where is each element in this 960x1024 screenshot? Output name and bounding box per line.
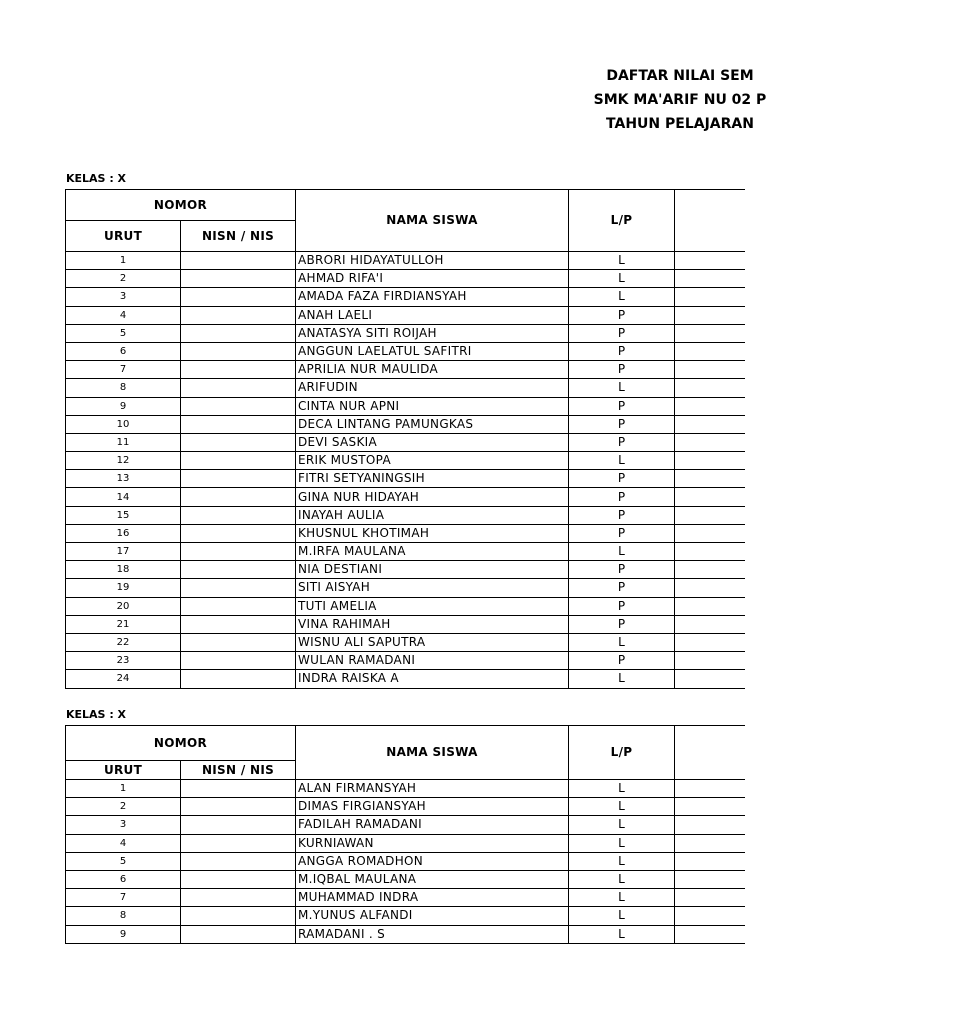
row-extra	[675, 870, 746, 888]
row-student-name: FITRI SETYANINGSIH	[296, 470, 569, 488]
row-number: 3	[66, 816, 181, 834]
row-extra	[675, 852, 746, 870]
row-extra	[675, 670, 746, 688]
row-student-name: GINA NUR HIDAYAH	[296, 488, 569, 506]
row-number: 21	[66, 615, 181, 633]
row-student-name: CINTA NUR APNI	[296, 397, 569, 415]
table-row	[66, 452, 746, 470]
row-number: 6	[66, 870, 181, 888]
row-gender: P	[569, 561, 675, 579]
row-gender: L	[569, 288, 675, 306]
row-nisn	[181, 342, 296, 360]
row-gender: P	[569, 415, 675, 433]
row-extra	[675, 633, 746, 651]
urut-header: URUT	[66, 761, 181, 780]
table-row	[66, 615, 746, 633]
kelas-label-2: KELAS : X	[66, 708, 127, 721]
row-number: 16	[66, 524, 181, 542]
row-extra	[675, 397, 746, 415]
row-gender: L	[569, 452, 675, 470]
row-extra	[675, 361, 746, 379]
nomor-header: NOMOR	[66, 726, 296, 761]
row-nisn	[181, 288, 296, 306]
row-student-name: SITI AISYAH	[296, 579, 569, 597]
row-student-name: M.YUNUS ALFANDI	[296, 907, 569, 925]
row-number: 4	[66, 306, 181, 324]
row-number: 3	[66, 288, 181, 306]
row-nisn	[181, 633, 296, 651]
row-gender: L	[569, 670, 675, 688]
row-nisn	[181, 780, 296, 798]
table-row	[66, 252, 746, 270]
table-row	[66, 415, 746, 433]
row-nisn	[181, 506, 296, 524]
table-row	[66, 870, 746, 888]
extra-header	[675, 190, 746, 252]
row-extra	[675, 288, 746, 306]
row-student-name: FADILAH RAMADANI	[296, 816, 569, 834]
row-extra	[675, 470, 746, 488]
row-nisn	[181, 870, 296, 888]
row-student-name: ANAH LAELI	[296, 306, 569, 324]
row-nisn	[181, 379, 296, 397]
row-student-name: NIA DESTIANI	[296, 561, 569, 579]
row-nisn	[181, 415, 296, 433]
row-gender: L	[569, 270, 675, 288]
row-number: 22	[66, 633, 181, 651]
row-nisn	[181, 834, 296, 852]
table-row	[66, 561, 746, 579]
row-student-name: WULAN RAMADANI	[296, 652, 569, 670]
table-row	[66, 889, 746, 907]
sheet-title-line-2: SMK MA'ARIF NU 02 P	[593, 92, 767, 108]
row-extra	[675, 306, 746, 324]
row-student-name: ERIK MUSTOPA	[296, 452, 569, 470]
row-extra	[675, 889, 746, 907]
row-gender: P	[569, 652, 675, 670]
row-gender: P	[569, 615, 675, 633]
row-nisn	[181, 670, 296, 688]
urut-header: URUT	[66, 221, 181, 252]
nisn-header: NISN / NIS	[181, 761, 296, 780]
row-gender: P	[569, 524, 675, 542]
row-student-name: AHMAD RIFA'I	[296, 270, 569, 288]
table-row	[66, 433, 746, 451]
row-nisn	[181, 543, 296, 561]
row-extra	[675, 798, 746, 816]
lp-header: L/P	[569, 190, 675, 252]
row-nisn	[181, 524, 296, 542]
row-student-name: INDRA RAISKA A	[296, 670, 569, 688]
row-nisn	[181, 615, 296, 633]
row-number: 1	[66, 252, 181, 270]
row-student-name: VINA RAHIMAH	[296, 615, 569, 633]
nisn-header: NISN / NIS	[181, 221, 296, 252]
row-extra	[675, 543, 746, 561]
row-extra	[675, 925, 746, 943]
table-row	[66, 816, 746, 834]
row-gender: L	[569, 925, 675, 943]
row-number: 23	[66, 652, 181, 670]
row-gender: L	[569, 379, 675, 397]
row-extra	[675, 488, 746, 506]
table-row	[66, 852, 746, 870]
lp-header: L/P	[569, 726, 675, 780]
extra-header	[675, 726, 746, 780]
table-row	[66, 670, 746, 688]
row-number: 15	[66, 506, 181, 524]
row-number: 12	[66, 452, 181, 470]
row-gender: P	[569, 597, 675, 615]
student-table-1	[65, 189, 745, 689]
row-nisn	[181, 852, 296, 870]
row-nisn	[181, 397, 296, 415]
row-gender: L	[569, 780, 675, 798]
table-row	[66, 907, 746, 925]
row-gender: L	[569, 816, 675, 834]
row-extra	[675, 379, 746, 397]
row-student-name: RAMADANI . S	[296, 925, 569, 943]
table-row	[66, 798, 746, 816]
row-extra	[675, 415, 746, 433]
table-row	[66, 397, 746, 415]
row-student-name: INAYAH AULIA	[296, 506, 569, 524]
table-row	[66, 470, 746, 488]
row-student-name: ABRORI HIDAYATULLOH	[296, 252, 569, 270]
row-number: 2	[66, 798, 181, 816]
table-row	[66, 579, 746, 597]
row-gender: P	[569, 579, 675, 597]
row-gender: L	[569, 543, 675, 561]
row-student-name: ANATASYA SITI ROIJAH	[296, 324, 569, 342]
row-nisn	[181, 324, 296, 342]
row-number: 9	[66, 397, 181, 415]
table-row	[66, 361, 746, 379]
row-number: 20	[66, 597, 181, 615]
row-number: 2	[66, 270, 181, 288]
row-gender: L	[569, 870, 675, 888]
table-row	[66, 488, 746, 506]
row-extra	[675, 597, 746, 615]
row-nisn	[181, 252, 296, 270]
row-student-name: DEVI SASKIA	[296, 433, 569, 451]
row-student-name: ARIFUDIN	[296, 379, 569, 397]
row-number: 11	[66, 433, 181, 451]
row-number: 1	[66, 780, 181, 798]
row-student-name: TUTI AMELIA	[296, 597, 569, 615]
row-nisn	[181, 889, 296, 907]
row-gender: L	[569, 852, 675, 870]
row-number: 24	[66, 670, 181, 688]
row-nisn	[181, 433, 296, 451]
row-extra	[675, 433, 746, 451]
row-student-name: DIMAS FIRGIANSYAH	[296, 798, 569, 816]
table-row	[66, 342, 746, 360]
table-row	[66, 925, 746, 943]
row-gender: P	[569, 361, 675, 379]
nama-siswa-header: NAMA SISWA	[296, 190, 569, 252]
table-row	[66, 324, 746, 342]
row-student-name: AMADA FAZA FIRDIANSYAH	[296, 288, 569, 306]
row-number: 8	[66, 907, 181, 925]
row-nisn	[181, 798, 296, 816]
table-row	[66, 652, 746, 670]
table-row	[66, 543, 746, 561]
row-extra	[675, 615, 746, 633]
row-extra	[675, 342, 746, 360]
row-nisn	[181, 816, 296, 834]
row-number: 9	[66, 925, 181, 943]
row-extra	[675, 506, 746, 524]
row-extra	[675, 524, 746, 542]
row-extra	[675, 834, 746, 852]
row-gender: L	[569, 889, 675, 907]
row-number: 10	[66, 415, 181, 433]
row-gender: L	[569, 907, 675, 925]
row-gender: L	[569, 633, 675, 651]
table-row	[66, 306, 746, 324]
row-nisn	[181, 561, 296, 579]
table-row	[66, 834, 746, 852]
row-nisn	[181, 470, 296, 488]
row-extra	[675, 452, 746, 470]
row-extra	[675, 270, 746, 288]
row-extra	[675, 579, 746, 597]
row-number: 8	[66, 379, 181, 397]
row-student-name: WISNU ALI SAPUTRA	[296, 633, 569, 651]
row-nisn	[181, 907, 296, 925]
row-gender: L	[569, 834, 675, 852]
table-row	[66, 597, 746, 615]
row-extra	[675, 324, 746, 342]
sheet-title-line-3: TAHUN PELAJARAN	[606, 116, 754, 132]
student-table-2	[65, 725, 745, 944]
row-number: 4	[66, 834, 181, 852]
row-number: 6	[66, 342, 181, 360]
row-nisn	[181, 652, 296, 670]
table-row	[66, 379, 746, 397]
row-gender: P	[569, 470, 675, 488]
row-gender: P	[569, 433, 675, 451]
row-nisn	[181, 306, 296, 324]
table-row	[66, 288, 746, 306]
row-student-name: M.IQBAL MAULANA	[296, 870, 569, 888]
row-number: 18	[66, 561, 181, 579]
row-number: 5	[66, 852, 181, 870]
table-row	[66, 506, 746, 524]
row-number: 13	[66, 470, 181, 488]
table-row	[66, 270, 746, 288]
table-row	[66, 780, 746, 798]
row-extra	[675, 652, 746, 670]
row-student-name: M.IRFA MAULANA	[296, 543, 569, 561]
row-nisn	[181, 270, 296, 288]
row-gender: P	[569, 342, 675, 360]
row-nisn	[181, 361, 296, 379]
row-nisn	[181, 925, 296, 943]
row-student-name: ANGGA ROMADHON	[296, 852, 569, 870]
sheet-title-line-1: DAFTAR NILAI SEM	[606, 68, 754, 84]
row-nisn	[181, 579, 296, 597]
row-extra	[675, 561, 746, 579]
table-row	[66, 633, 746, 651]
row-gender: P	[569, 324, 675, 342]
row-gender: L	[569, 798, 675, 816]
row-nisn	[181, 452, 296, 470]
row-gender: L	[569, 252, 675, 270]
row-extra	[675, 252, 746, 270]
row-gender: P	[569, 306, 675, 324]
row-extra	[675, 780, 746, 798]
row-number: 5	[66, 324, 181, 342]
row-nisn	[181, 597, 296, 615]
row-student-name: KURNIAWAN	[296, 834, 569, 852]
nama-siswa-header: NAMA SISWA	[296, 726, 569, 780]
row-number: 17	[66, 543, 181, 561]
row-number: 14	[66, 488, 181, 506]
row-extra	[675, 816, 746, 834]
kelas-label-1: KELAS : X	[66, 172, 127, 185]
row-student-name: ANGGUN LAELATUL SAFITRI	[296, 342, 569, 360]
row-number: 7	[66, 361, 181, 379]
row-gender: P	[569, 506, 675, 524]
row-number: 7	[66, 889, 181, 907]
row-gender: P	[569, 397, 675, 415]
row-extra	[675, 907, 746, 925]
row-student-name: DECA LINTANG PAMUNGKAS	[296, 415, 569, 433]
row-nisn	[181, 488, 296, 506]
row-number: 19	[66, 579, 181, 597]
row-student-name: KHUSNUL KHOTIMAH	[296, 524, 569, 542]
row-student-name: APRILIA NUR MAULIDA	[296, 361, 569, 379]
nomor-header: NOMOR	[66, 190, 296, 221]
row-student-name: ALAN FIRMANSYAH	[296, 780, 569, 798]
row-gender: P	[569, 488, 675, 506]
row-student-name: MUHAMMAD INDRA	[296, 889, 569, 907]
table-row	[66, 524, 746, 542]
